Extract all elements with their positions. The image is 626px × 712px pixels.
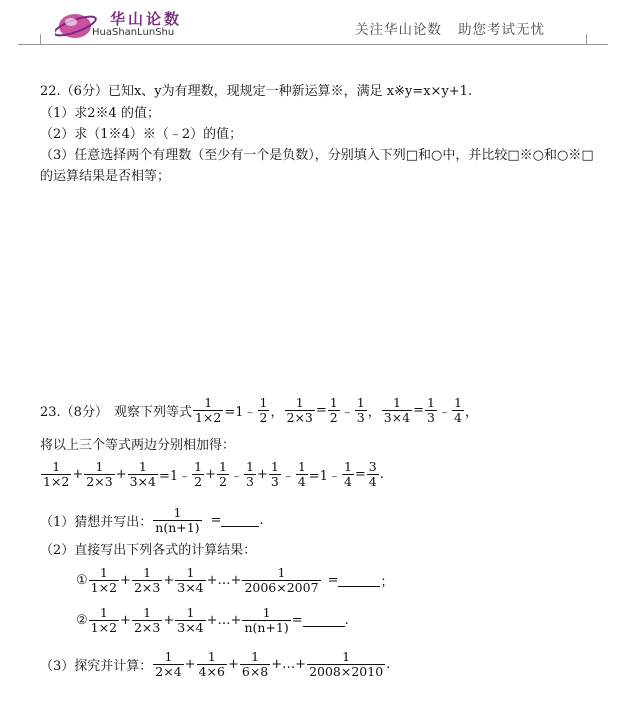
plus-sign: +: [227, 657, 239, 672]
equals-text: =1﹣: [224, 405, 257, 420]
fraction: $\frac{1}{4}$: [343, 459, 352, 489]
equals-sign: =: [210, 513, 222, 528]
header-rule: [18, 44, 608, 45]
fraction: $\frac{1}{3}$: [356, 395, 365, 425]
header-rule-tick-right: [586, 34, 587, 44]
fraction: $\frac{1}{3\times 4}$: [177, 565, 204, 595]
fraction: $\frac{1}{2}$: [194, 459, 203, 489]
logo-text-cn: 华山论数: [110, 10, 183, 28]
fraction: $\frac{1}{2\times 4}$: [155, 649, 182, 679]
fraction: $\frac{1}{3}$: [270, 459, 279, 489]
q22-part-3-cont: 的运算结果是否相等；: [40, 169, 171, 184]
equals-sign: =: [354, 467, 366, 482]
fraction: $\frac{1}{2\times 3}$: [86, 459, 113, 489]
period: .: [344, 613, 349, 628]
slogan-part-2: 助您考试无忧: [458, 22, 545, 38]
ellipsis: +…+: [271, 657, 307, 672]
equals-text: =1﹣: [308, 469, 341, 484]
q23-sum-row: [40, 460, 384, 489]
q23-part-2-item-2: [76, 606, 349, 635]
answer-blank[interactable]: [221, 514, 259, 527]
q23-intro: 观察下列等式: [113, 405, 192, 420]
plus-sign: +: [184, 657, 196, 672]
fraction: $\frac{1}{4}$: [297, 459, 306, 489]
fraction: $\frac{1}{2\times 3}$: [133, 605, 161, 635]
fraction: $\frac{1}{2}$: [219, 459, 227, 489]
fraction: $\frac{1}{2006\times 2007}$: [244, 565, 319, 595]
q23-part-2-item-1: [76, 566, 393, 595]
semicolon: ；: [380, 575, 394, 590]
equals-sign: =: [291, 613, 303, 628]
period: .: [386, 657, 391, 672]
plus-sign: +: [256, 467, 268, 482]
fraction: $\frac{1}{3\times 4}$: [129, 459, 156, 489]
minus-sign: ﹣: [281, 469, 295, 484]
fraction: $\frac{1}{1\times 2}$: [194, 395, 222, 425]
ellipsis: +…+: [206, 613, 242, 628]
equals-sign: =: [327, 573, 339, 588]
fraction: $\frac{1}{2}$: [329, 395, 338, 425]
fraction: $\frac{1}{1\times 2}$: [43, 459, 70, 489]
q22-part-3: （3）任意选择两个有理数（至少有一个是负数），分别填入下列□和○中，并比较□※○和○※□: [40, 148, 594, 163]
q23-line-2: 将以上三个等式两边分别相加得：: [40, 438, 236, 453]
logo-text-en: HuaShanLunShu: [92, 27, 175, 38]
header-slogan: [355, 18, 545, 38]
minus-sign: ﹣: [229, 469, 243, 484]
plus-sign: +: [72, 467, 84, 482]
separator: ，: [270, 405, 284, 420]
plus-sign: +: [163, 613, 175, 628]
fraction: $\frac{1}{4}$: [454, 395, 462, 425]
fraction: $\frac{3}{4}$: [368, 459, 377, 489]
fraction: $\frac{1}{n(n+1)}$: [155, 505, 200, 535]
fraction: $\frac{1}{3\times 4}$: [383, 395, 411, 425]
equals-sign: =: [413, 403, 425, 418]
q22-title: 22.（6分）已知x、y为有理数，现规定一种新运算※，满足 x※y=x×y+1.: [40, 84, 473, 99]
plus-sign: +: [115, 467, 127, 482]
fraction: $\frac{1}{1\times 2}$: [90, 605, 118, 635]
q23-label: 23.（8分）: [40, 405, 108, 420]
q22-part-2: （2）求（1※4）※（﹣2）的值；: [40, 127, 243, 142]
period: .: [379, 467, 384, 482]
fraction: $\frac{1}{n(n+1)}$: [244, 605, 289, 635]
fraction: $\frac{1}{2\times 3}$: [133, 565, 161, 595]
slogan-part-1: 关注华山论数: [355, 22, 442, 38]
minus-sign: ﹣: [437, 405, 451, 420]
fraction: $\frac{1}{3\times 4}$: [177, 605, 204, 635]
equals-text: =1﹣: [158, 469, 192, 484]
q23-part-3: [40, 650, 390, 679]
fraction: $\frac{1}{4\times 6}$: [198, 649, 225, 679]
plus-sign: +: [205, 467, 217, 482]
fraction: $\frac{1}{1\times 2}$: [90, 565, 118, 595]
q23-part-3-label: （3）探究并计算：: [40, 659, 153, 674]
ellipsis: +…+: [206, 573, 242, 588]
fraction: $\frac{1}{3}$: [427, 395, 435, 425]
fraction: $\frac{1}{2\times 3}$: [286, 395, 313, 425]
circled-number-1: ①: [76, 573, 88, 588]
separator: ，: [367, 405, 381, 420]
q23-part-1-label: （1）猜想并写出：: [40, 515, 153, 530]
plus-sign: +: [120, 573, 131, 588]
fraction: $\frac{1}{6\times 8}$: [241, 649, 269, 679]
plus-sign: +: [120, 613, 131, 628]
answer-blank[interactable]: [338, 574, 380, 587]
minus-sign: ﹣: [340, 405, 354, 420]
fraction: $\frac{1}{2}$: [259, 395, 268, 425]
answer-blank[interactable]: [303, 614, 345, 627]
fraction: $\frac{1}{2008\times 2010}$: [309, 649, 384, 679]
separator: ，: [464, 405, 478, 420]
q22-part-1: （1）求2※4 的值；: [40, 106, 160, 121]
period: .: [259, 513, 264, 528]
q23-intro-row: [40, 396, 478, 425]
circled-number-2: ②: [76, 613, 88, 628]
q23-part-1: [40, 506, 264, 535]
q23-part-2-label: （2）直接写出下列各式的计算结果：: [40, 543, 257, 558]
plus-sign: +: [163, 573, 175, 588]
equals-sign: =: [315, 403, 327, 418]
header-rule-tick-left: [40, 34, 41, 44]
fraction: $\frac{1}{3}$: [245, 459, 254, 489]
